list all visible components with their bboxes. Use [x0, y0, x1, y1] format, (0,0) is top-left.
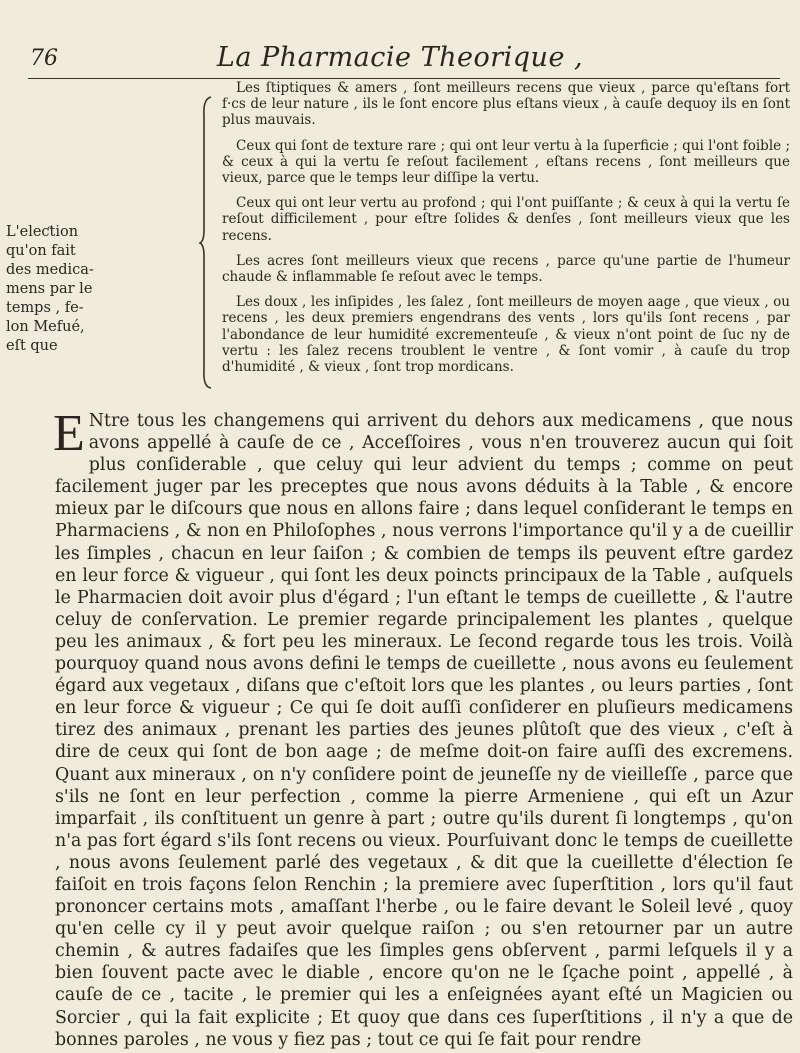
margin-note: [6, 223, 94, 356]
margin-note-line: lon Mefué,: [6, 319, 85, 335]
main-body-text: Ntre tous les changemens qui arrivent du dehors aux medicamens , que nous avons appellé à cauſe de ce , Acceſſoires , vous n'en trouverez aucun qui ſoit plus conſiderable , que celuy qui leur advient du temps ; comme on peut facilement juger par les preceptes que nous avons déduits à la Table , & encore mieux par le diſcours que nous en allons faire ; dans lequel conſiderant le temps en Pharmaciens , & non en Philoſophes , nous verrons l'importance qu'il y a de cueillir les ſimples , chacun en leur ſaiſon ; & combien de temps ils peuvent eſtre gardez en leur force & vigueur , qui ſont les deux poincts principaux de la Table , auſquels le Pharmacien doit avoir plus d'égard ; l'un eſtant le temps de cueillette , & l'autre celuy de conſervation. Le premier regarde principalement les plantes , quelque peu les animaux , & fort peu les mineraux. Le ſecond regarde tous les trois. Voilà pourquoy quand nous avons defini le temps de cueillette , nous avons eu ſeulement égard aux vegetaux , diſans que c'eſtoit lors que les plantes , ou leurs parties , ſont en leur force & vigueur ; Ce qui ſe doit auſſi conſiderer en pluſieurs medicamens tirez des animaux , prenant les parties des jeunes plûtoſt que des vieux , c'eſt à dire de ceux qui ſont de bon aage ; de meſme doit-on faire auſſi des excremens. Quant aux mineraux , on n'y conſidere point de jeuneſſe ny de vieilleſſe , parce que s'ils ne ſont en leur perfection , comme la pierre Armeniene , qui eſt un Azur imparfait , ils conſtituent un genre à part ; outre qu'ils durent ſi longtemps , qu'on n'a pas fort égard s'ils ſont recens ou vieux. Pourſuivant donc le temps de cueillette , nous avons ſeulement parlé des vegetaux , & dit que la cueillette d'élection ſe faiſoit en trois façons ſelon Renchin ; la premiere avec ſuperſtition , lors qu'il faut prononcer certains mots , amaſſant l'herbe , ou le faire devant le Soleil levé , quoy qu'en celle cy il y peut avoir quelque raiſon ; ou s'en retourner par un autre chemin , & autres fadaiſes que les ſimples gens obſervent , parmi leſquels il y a bien ſouvent pacte avec le diable , encore qu'on ne le ſçache point , appellé , à cauſe de ce , tacite , le premier qui les a enſeignées ayant eſté un Magicien ou Sorcier , qui la fait explicite ; Et quoy que dans ces ſuperſtitions , il n'y a que de bonnes paroles , ne vous y fiez pas ; tout ce qui ſe fait pour rendre: [55, 411, 793, 1050]
drop-cap: E: [53, 405, 85, 462]
running-header: [0, 38, 800, 74]
margin-note-line: eſt que: [6, 338, 58, 354]
small-print-block: [222, 80, 790, 384]
page-number: 76: [30, 46, 58, 71]
small-paragraph: Les ſtiptiques & amers , ſont meilleurs recens que vieux , parce qu'eſtans fort f·cs de leur nature , ils le ſont encore plus eſtans vieux , à cauſe dequoy ils en ſont plus mauvais.: [222, 80, 790, 129]
header-rule: [28, 78, 780, 79]
small-paragraph: Ceux qui ont leur vertu au profond ; qui l'ont puiſſante ; & ceux à qui la vertu ſe reſout difficilement , pour eſtre ſolides & denſes , ſont meilleurs vieux que les recens.: [222, 195, 790, 244]
small-paragraph: Ceux qui ſont de texture rare ; qui ont leur vertu à la ſuperficie ; qui l'ont foible ; & ceux à qui la vertu ſe reſout facilement , eſtans recens , ſont meilleurs que vieux, parce que le temps leur diſſipe la vertu.: [222, 137, 790, 187]
margin-note-line: temps , fe-: [6, 300, 84, 316]
main-text: [53, 405, 793, 1051]
margin-note-line: qu'on fait: [6, 243, 76, 259]
margin-note-line: L'eleƈtion: [6, 224, 79, 240]
curly-brace: [199, 95, 213, 390]
margin-note-line: mens par le: [6, 281, 93, 297]
running-title: La Pharmacie Theorique ,: [216, 42, 584, 73]
margin-note-line: des medica-: [6, 262, 94, 278]
small-paragraph: Les doux , les inſipides , les ſalez , ſont meilleurs de moyen aage , que vieux , ou recens , les deux premiers engendrans des vents , lors qu'ils ſont recens , par l'abondance de leur humidité excrementeuſe , & vieux n'ont point de ſuc ny de vertu : les ſalez recens troublent le ventre , & ſont vomir , à cauſe du trop d'humidité , & vieux , ſont trop mordicans.: [222, 294, 790, 376]
small-paragraph: Les acres ſont meilleurs vieux que recens , parce qu'une partie de l'humeur chaude & inflammable ſe reſout avec le temps.: [222, 252, 790, 286]
main-paragraph: [53, 405, 793, 1051]
